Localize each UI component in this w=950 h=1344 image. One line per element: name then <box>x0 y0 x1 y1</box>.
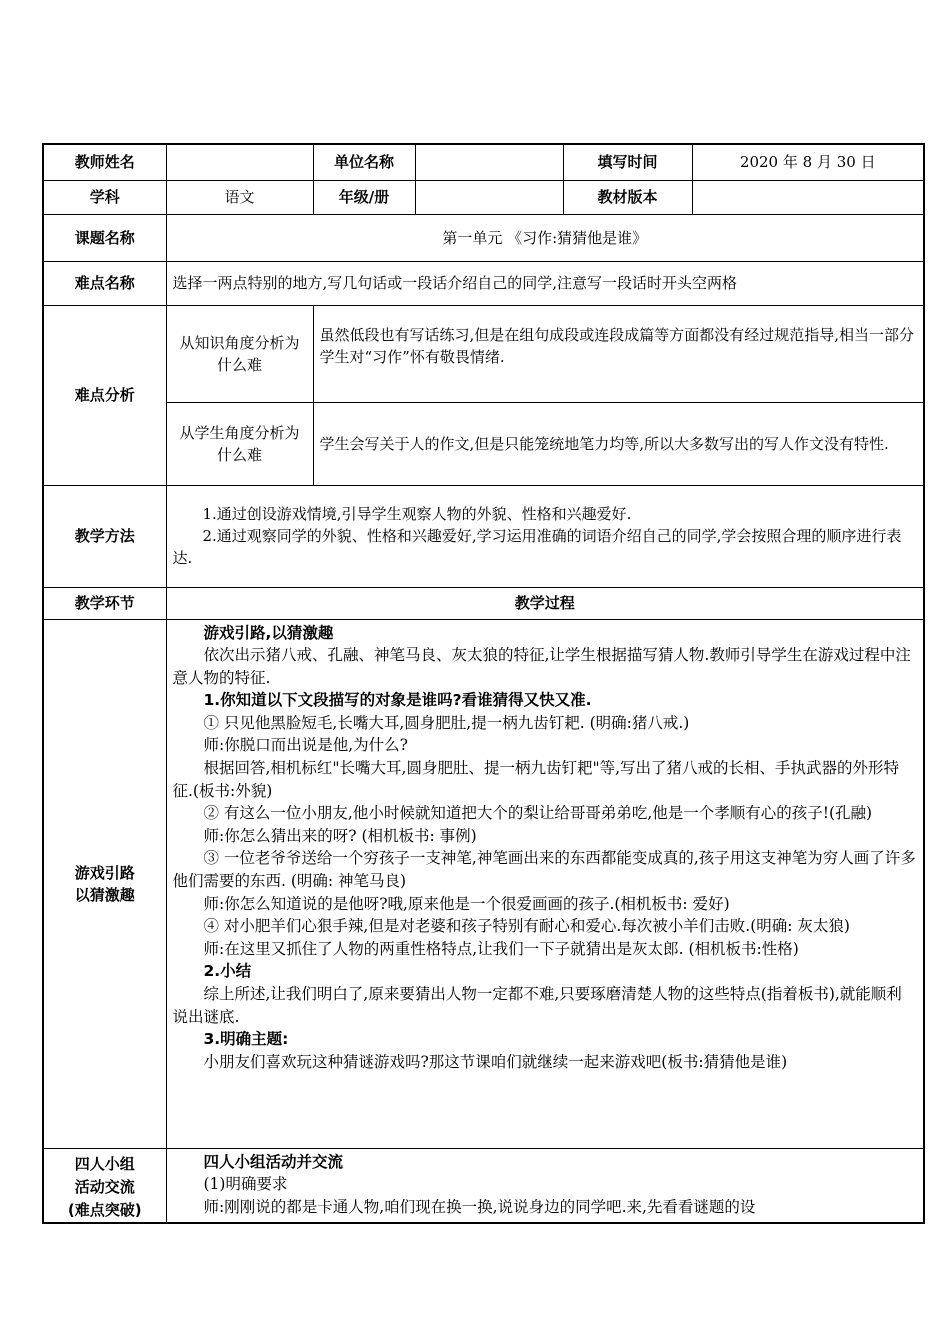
summary-text: 综上所述,让我们明白了,原来要猜出人物一定都不难,只要琢磨清楚人物的这些特点(指着板书),就能顺利说出谜底. <box>172 985 902 1026</box>
method-label: 教学方法 <box>43 485 166 587</box>
step1-label-line2: 以猜激趣 <box>74 885 135 904</box>
question2-riddle: ② 有这么一位小朋友,他小时候就知道把大个的梨让给哥哥弟弟吃,他是一个孝顺有心的孩子!(孔融) <box>203 804 873 823</box>
teacher-name-value <box>166 144 313 180</box>
step1-label-line1: 游戏引路 <box>74 863 135 882</box>
knowledge-angle-text: 虽然低段也有写话练习,但是在组句成段或连段成篇等方面都没有经过规范指导,相当一部分学生对“习作”怀有敬畏情绪. <box>313 305 924 402</box>
method-content <box>166 485 924 587</box>
process-header-row <box>43 587 924 619</box>
knowledge-angle-label: 从知识角度分析为什么难 <box>166 305 313 402</box>
question3-riddle: ③ 一位老爷爷送给一个穷孩子一支神笔,神笔画出来的东西都能变成真的,孩子用这支神笔为穷人画了许多他们需要的东西. (明确: 神笔马良) <box>172 849 916 891</box>
step2-requirement: (1)明确要求 <box>203 1175 288 1194</box>
process-column-header: 教学过程 <box>166 587 924 619</box>
topic-value: 第一单元 《习作:猜猜他是谁》 <box>166 214 924 261</box>
subject-label: 学科 <box>43 180 166 214</box>
step1-title: 游戏引路,以猜激趣 <box>203 623 334 642</box>
step2-row <box>43 1148 924 1223</box>
lesson-plan-sheet <box>42 143 923 1224</box>
subject-value: 语文 <box>166 180 313 214</box>
topic-row <box>43 214 924 261</box>
header-row-1 <box>43 144 924 180</box>
theme-title: 3.明确主题: <box>203 1030 289 1049</box>
step-column-header: 教学环节 <box>43 587 166 619</box>
unit-label: 单位名称 <box>313 144 415 180</box>
summary-title: 2.小结 <box>203 962 252 981</box>
step2-title: 四人小组活动并交流 <box>203 1152 344 1171</box>
question1-title: 1.你知道以下文段描写的对象是谁吗?看谁猜得又快又准. <box>203 691 592 710</box>
unit-value <box>415 144 563 180</box>
analysis-label: 难点分析 <box>43 305 166 485</box>
header-row-2 <box>43 180 924 214</box>
question1-riddle: ① 只见他黑脸短毛,长嘴大耳,圆身肥肚,提一柄九齿钉耙. (明确:猪八戒.) <box>203 713 690 732</box>
step1-row <box>43 619 924 1148</box>
student-angle-text: 学生会写关于人的作文,但是只能笼统地笔力均等,所以大多数写出的写人作文没有特性. <box>313 402 924 485</box>
grade-label: 年级/册 <box>313 180 415 214</box>
step1-process <box>166 619 924 1148</box>
question1-teacher: 师:你脱口而出说是他,为什么? <box>203 736 408 755</box>
method-item: 2.通过观察同学的外貌、性格和兴趣爱好,学习运用准确的词语介绍自己的同学,学会按照合理的顺序进行表达. <box>172 527 902 567</box>
topic-label: 课题名称 <box>43 214 166 261</box>
lesson-plan-table <box>42 143 925 1224</box>
question4-teacher: 师:在这里又抓住了人物的两重性格特点,让我们一下子就猜出是灰太郎. (相机板书:性格) <box>203 939 799 958</box>
step2-label-line3: (难点突破) <box>67 1200 142 1219</box>
step2-process <box>166 1148 924 1223</box>
textbook-value <box>692 180 924 214</box>
student-angle-label: 从学生角度分析为什么难 <box>166 402 313 485</box>
method-row <box>43 485 924 587</box>
date-label: 填写时间 <box>563 144 692 180</box>
question4-riddle: ④ 对小肥羊们心狠手辣,但是对老婆和孩子特别有耐心和爱心.每次被小羊们击败.(明确: 灰太狼) <box>203 917 850 936</box>
step1-label <box>43 619 166 1148</box>
theme-text: 小朋友们喜欢玩这种猜谜游戏吗?那这节课咱们就继续一起来游戏吧(板书:猜猜他是谁) <box>203 1052 788 1071</box>
step2-label-line2: 活动交流 <box>74 1177 135 1196</box>
analysis-student-row <box>43 402 924 485</box>
question3-teacher: 师:你怎么知道说的是他呀?哦,原来他是一个很爱画画的孩子.(相机板书: 爱好) <box>203 894 730 913</box>
step2-teacher: 师:刚刚说的都是卡通人物,咱们现在换一换,说说身边的同学吧.来,先看看谜题的设 <box>203 1197 756 1216</box>
method-item: 1.通过创设游戏情境,引导学生观察人物的外貌、性格和兴趣爱好. <box>202 505 632 523</box>
date-value: 2020 年 8 月 30 日 <box>692 144 924 180</box>
step1-intro: 依次出示猪八戒、孔融、神笔马良、灰太狼的特征,让学生根据描写猜人物.教师引导学生在游戏过程中注意人物的特征. <box>172 646 911 687</box>
step2-label <box>43 1148 166 1223</box>
question1-explain: 根据回答,相机标红"长嘴大耳,圆身肥肚、提一柄九齿钉耙"等,写出了猪八戒的长相、手执武器的外形特征.(板书:外貌) <box>172 759 900 800</box>
textbook-label: 教材版本 <box>563 180 692 214</box>
difficulty-label: 难点名称 <box>43 261 166 305</box>
difficulty-row <box>43 261 924 305</box>
difficulty-value: 选择一两点特别的地方,写几句话或一段话介绍自己的同学,注意写一段话时开头空两格 <box>166 261 924 305</box>
grade-value <box>415 180 563 214</box>
step2-label-line1: 四人小组 <box>74 1154 135 1173</box>
teacher-name-label: 教师姓名 <box>43 144 166 180</box>
question2-teacher: 师:你怎么猜出来的呀? (相机板书: 事例) <box>203 826 477 845</box>
analysis-knowledge-row <box>43 305 924 402</box>
